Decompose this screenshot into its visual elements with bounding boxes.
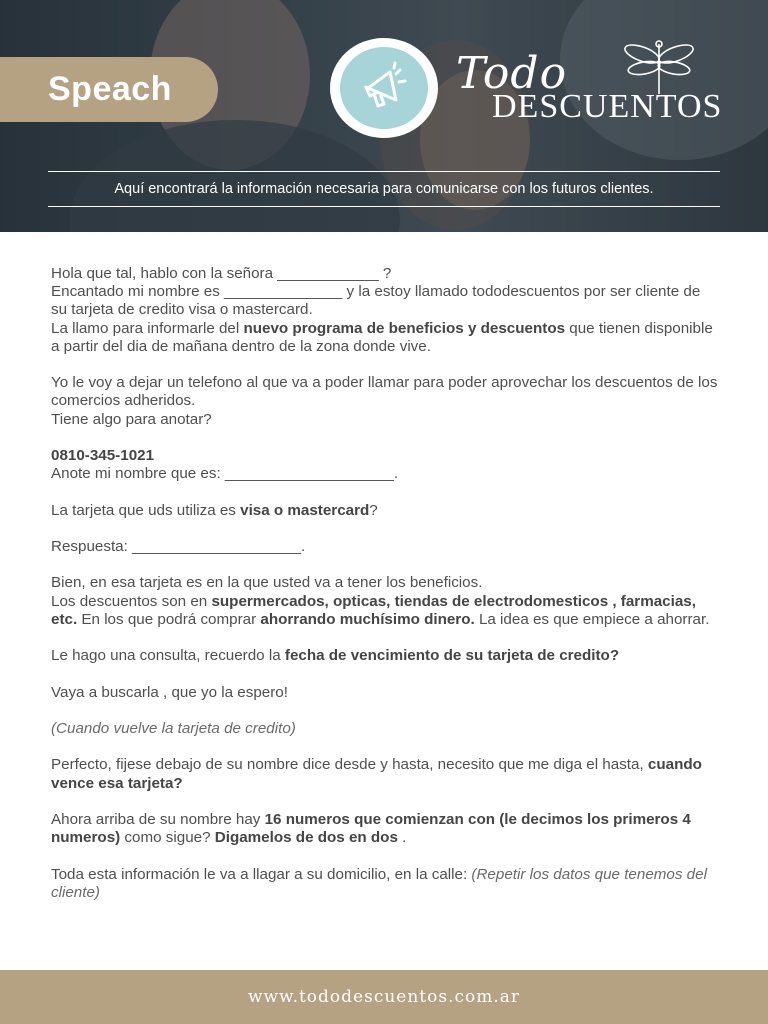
numbers-end: . <box>397 829 407 847</box>
footer-bar <box>0 970 768 1024</box>
speach-label-pill <box>0 57 218 122</box>
address-text: Toda esta información le va a llagar a su domicilio, en la calle: <box>51 865 472 883</box>
benefits-line: Bien, en esa tarjeta es en la que usted va a tener los beneficios. <box>51 574 483 592</box>
paragraph-phone-intro <box>51 374 719 429</box>
brand-todo: Todo <box>456 48 568 99</box>
name-note-line: Anote mi nombre que es: ____________________. <box>51 465 399 483</box>
program-text-end: que tienen disponible a partir del dia de mañana dentro de la zona donde vive. <box>51 319 713 355</box>
savings-bold: ahorrando muchísimo dinero. <box>260 610 475 628</box>
paragraph-card-numbers <box>51 811 719 847</box>
paragraph-expiry-detail <box>51 756 719 792</box>
card-question-mark: ? <box>369 501 378 519</box>
speach-label: Speach <box>48 70 172 108</box>
expiry-detail-text: Perfecto, fijese debajo de su nombre dice desde y hasta, necesito que me diga el hasta, <box>51 756 648 774</box>
paragraph-greeting <box>51 265 719 356</box>
paragraph-address <box>51 866 719 902</box>
greeting-line: Hola que tal, hablo con la señora ____________ ? <box>51 265 392 282</box>
program-bold: nuevo programa de beneficios y descuentos <box>243 319 566 337</box>
discounts-categories: supermercados, opticas, tiendas de electrodomesticos , farmacias, etc. <box>51 592 696 628</box>
card-question-text: La tarjeta que uds utiliza es <box>51 501 241 519</box>
brand-logo <box>448 40 738 130</box>
paragraph-card-type <box>51 502 719 520</box>
program-text: La llamo para informarle del <box>51 319 244 337</box>
card-type-bold: visa o mastercard <box>240 501 370 519</box>
stage-note: (Cuando vuelve la tarjeta de credito) <box>51 719 296 737</box>
phone-intro-line: Yo le voy a dejar un telefono al que va a poder llamar para poder aprovechar los descuentos de los comercios adheridos. <box>51 374 718 410</box>
numbers-text-2: como sigue? <box>120 829 215 847</box>
note-question: Tiene algo para anotar? <box>51 410 212 428</box>
answer-line: Respuesta: ____________________. <box>51 537 306 555</box>
megaphone-badge <box>330 38 438 138</box>
header-banner <box>0 0 768 232</box>
address-note: (Repetir los datos que tenemos del cliente) <box>51 865 707 901</box>
brand-descuentos: DESCUENTOS <box>492 88 723 125</box>
expiry-text: Le hago una consulta, recuerdo la <box>51 647 285 665</box>
paragraph-phone <box>51 447 719 483</box>
phone-number: 0810-345-1021 <box>51 447 155 464</box>
megaphone-icon <box>356 60 412 116</box>
wait-line: Vaya a buscarla , que yo la espero! <box>51 683 288 701</box>
expiry-bold: fecha de vencimiento de su tarjeta de credito? <box>284 647 620 665</box>
paragraph-answer <box>51 538 719 556</box>
tagline-text: Aquí encontrará la información necesaria para comunicarse con los futuros clientes. <box>114 181 654 197</box>
expiry-detail-bold: cuando vence esa tarjeta? <box>51 756 702 792</box>
paragraph-stage-note <box>51 720 719 738</box>
numbers-bold: 16 numeros que comienzan con (le decimos los primeros 4 numeros) <box>51 810 691 847</box>
savings-text: La idea es que empiece a ahorrar. <box>474 610 710 628</box>
paragraph-benefits <box>51 574 719 629</box>
footer-url[interactable]: www.tododescuentos.com.ar <box>247 987 521 1007</box>
megaphone-badge-inner <box>340 47 428 129</box>
discounts-text-2: En los que podrá comprar <box>77 610 261 628</box>
header-tagline <box>48 171 720 207</box>
numbers-text: Ahora arriba de su nombre hay <box>51 810 265 828</box>
discounts-text: Los descuentos son en <box>51 592 212 610</box>
paragraph-wait <box>51 684 719 702</box>
speech-script <box>51 265 719 920</box>
paragraph-expiry-question <box>51 647 719 665</box>
numbers-request-bold: Digamelos de dos en dos <box>214 829 398 847</box>
intro-line: Encantado mi nombre es ______________ y la estoy llamado tododescuentos por ser cliente de su tarjeta de credito visa o mastercard. <box>51 283 701 319</box>
